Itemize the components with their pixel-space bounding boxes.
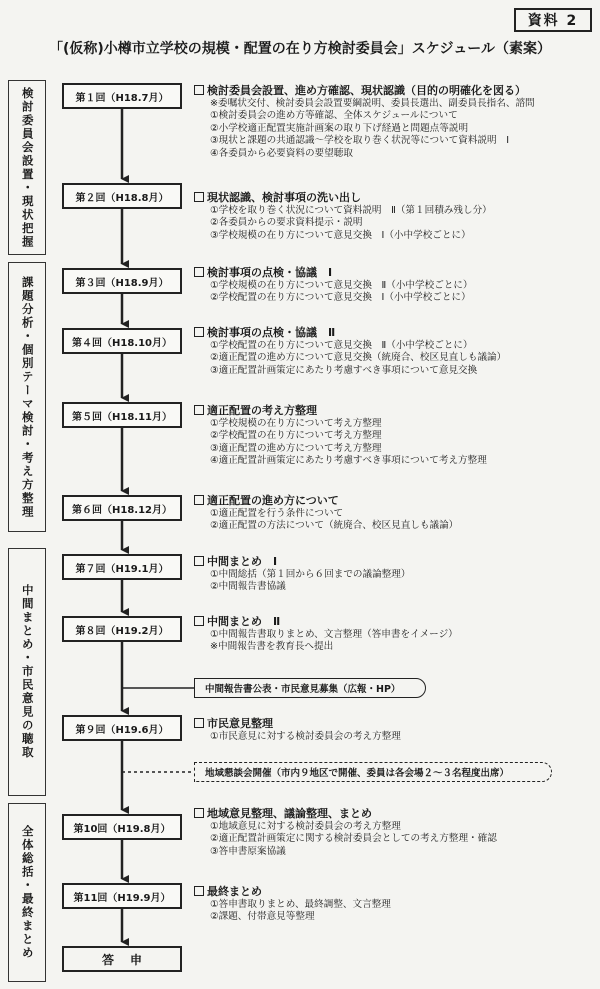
agenda-item: ③答申書原案協議	[210, 845, 286, 857]
meeting-heading: 適正配置の進め方について	[194, 494, 596, 508]
agenda-item: ②課題、付帯意見等整理	[210, 911, 315, 923]
meeting-heading: 適正配置の考え方整理	[194, 404, 596, 418]
meeting-3-box: 第３回（H18.9月）	[62, 268, 182, 294]
agenda-item: ①答申書取りまとめ、最終調整、文言整理	[210, 899, 391, 910]
checkbox-square-icon	[194, 616, 204, 626]
interim-report-publication-note: 中間報告書公表・市民意見募集（広報・HP）	[194, 678, 426, 698]
meeting-5-box: 第５回（H18.11月）	[62, 402, 182, 428]
meeting-heading: 検討事項の点検・協議 Ⅰ	[194, 266, 596, 280]
agenda-item: ④適正配置計画策定にあたり考慮すべき事項について考え方整理	[210, 455, 487, 467]
phase-label: 課題分析・個別テーマ検討・考え方整理	[20, 275, 35, 519]
agenda-item: ①学校配置の在り方について意見交換 Ⅱ（小中学校ごとに）	[210, 340, 473, 351]
agenda-item: ②学校配置の在り方について意見交換 Ⅰ（小中学校ごとに）	[210, 292, 471, 304]
checkbox-square-icon	[194, 192, 204, 202]
agenda-item: ①検討委員会の進め方等確認、全体スケジュールについて	[210, 110, 458, 122]
meeting-1-box: 第１回（H18.7月）	[62, 83, 182, 109]
meeting-5-content	[194, 404, 596, 468]
agenda-item: ④各委員から必要資料の要望聴取	[210, 147, 353, 159]
checkbox-square-icon	[194, 85, 204, 95]
agenda-item: ②適正配置の方法について（統廃合、校区見直しも議論）	[210, 520, 459, 532]
meeting-9-content	[194, 717, 596, 743]
regional-meetings-note: 地域懇談会開催（市内９地区で開催、委員は各会場２～３名程度出席）	[194, 762, 552, 782]
agenda-item: ①適正配置を行う条件について	[210, 508, 344, 519]
meeting-7-content	[194, 555, 596, 594]
meeting-heading: 検討事項の点検・協議 Ⅱ	[194, 326, 596, 340]
meeting-6-box: 第６回（H18.12月）	[62, 495, 182, 521]
agenda-item: ①学校規模の在り方について考え方整理	[210, 418, 382, 429]
checkbox-square-icon	[194, 808, 204, 818]
document-number-badge: 資料 2	[514, 8, 592, 32]
agenda-item: ※委嘱状交付、検討委員会設置要綱説明、委員長選出、副委員長指名、諮問	[210, 98, 535, 109]
phase-label: 中間まとめ・市民意見の聴取	[20, 584, 35, 760]
agenda-item: ②中間報告書協議	[210, 581, 286, 593]
agenda-item: ②適正配置計画策定に関する検討委員会としての考え方整理・確認	[210, 833, 497, 845]
meeting-2-content	[194, 191, 596, 242]
meeting-heading: 検討委員会設置、進め方確認、現状認識（目的の明確化を図る）	[194, 84, 596, 98]
agenda-item: ③学校規模の在り方について意見交換 Ⅰ（小中学校ごとに）	[210, 229, 471, 241]
agenda-item: ③適正配置計画策定にあたり考慮すべき事項について意見交換	[210, 364, 478, 376]
checkbox-square-icon	[194, 405, 204, 415]
checkbox-square-icon	[194, 718, 204, 728]
meeting-10-content	[194, 807, 596, 858]
agenda-item: ①地域意見に対する検討委員会の考え方整理	[210, 821, 401, 832]
meeting-heading: 最終まとめ	[194, 885, 596, 899]
agenda-item: ①学校を取り巻く状況について資料説明 Ⅱ（第１回積み残し分）	[210, 205, 492, 216]
phase-label: 検討委員会設置・現状把握	[20, 86, 35, 249]
agenda-item: ②適正配置の進め方について意見交換（統廃合、校区見直しも議論）	[210, 352, 507, 364]
agenda-item: ②学校配置の在り方について考え方整理	[210, 430, 382, 442]
meeting-9-box: 第９回（H19.6月）	[62, 715, 182, 741]
meeting-7-box: 第７回（H19.1月）	[62, 554, 182, 580]
meeting-6-content	[194, 494, 596, 533]
agenda-item: ①中間総括（第１回から６回までの議論整理）	[210, 569, 411, 580]
page-title: 「(仮称)小樽市立学校の規模・配置の在り方検討委員会」スケジュール（素案）	[49, 41, 551, 57]
meeting-3-content	[194, 266, 596, 305]
checkbox-square-icon	[194, 495, 204, 505]
phase-label: 全体総括・最終まとめ	[20, 825, 35, 960]
agenda-item: ②小学校適正配置実施計画案の取り下げ経過と問題点等説明	[210, 122, 469, 134]
agenda-item: ③適正配置の進め方について考え方整理	[210, 442, 382, 454]
meeting-10-box: 第10回（H19.8月）	[62, 814, 182, 840]
checkbox-square-icon	[194, 327, 204, 337]
meeting-heading: 中間まとめ Ⅰ	[194, 555, 596, 569]
meeting-heading: 市民意見整理	[194, 717, 596, 731]
checkbox-square-icon	[194, 556, 204, 566]
agenda-item: ②各委員からの要求資料提示・説明	[210, 217, 363, 229]
meeting-11-box: 第11回（H19.9月）	[62, 883, 182, 909]
meeting-4-box: 第４回（H18.10月）	[62, 328, 182, 354]
checkbox-square-icon	[194, 886, 204, 896]
meeting-4-content	[194, 326, 596, 377]
final-report-box: 答申	[62, 946, 182, 972]
agenda-item: ※中間報告書を教育長へ提出	[210, 641, 334, 653]
meeting-1-content	[194, 84, 596, 160]
meeting-8-content	[194, 615, 596, 654]
meeting-heading: 現状認識、検討事項の洗い出し	[194, 191, 596, 205]
agenda-item: ①市民意見に対する検討委員会の考え方整理	[210, 731, 401, 742]
meeting-heading: 地域意見整理、議論整理、まとめ	[194, 807, 596, 821]
meeting-2-box: 第２回（H18.8月）	[62, 183, 182, 209]
meeting-11-content	[194, 885, 596, 924]
agenda-item: ①学校規模の在り方について意見交換 Ⅱ（小中学校ごとに）	[210, 280, 473, 291]
meeting-8-box: 第８回（H19.2月）	[62, 616, 182, 642]
meeting-heading: 中間まとめ Ⅱ	[194, 615, 596, 629]
agenda-item: ①中間報告書取りまとめ、文言整理（答申書をイメージ）	[210, 629, 458, 640]
agenda-item: ③現状と課題の共通認識～学校を取り巻く状況等について資料説明 Ⅰ	[210, 135, 510, 147]
checkbox-square-icon	[194, 267, 204, 277]
